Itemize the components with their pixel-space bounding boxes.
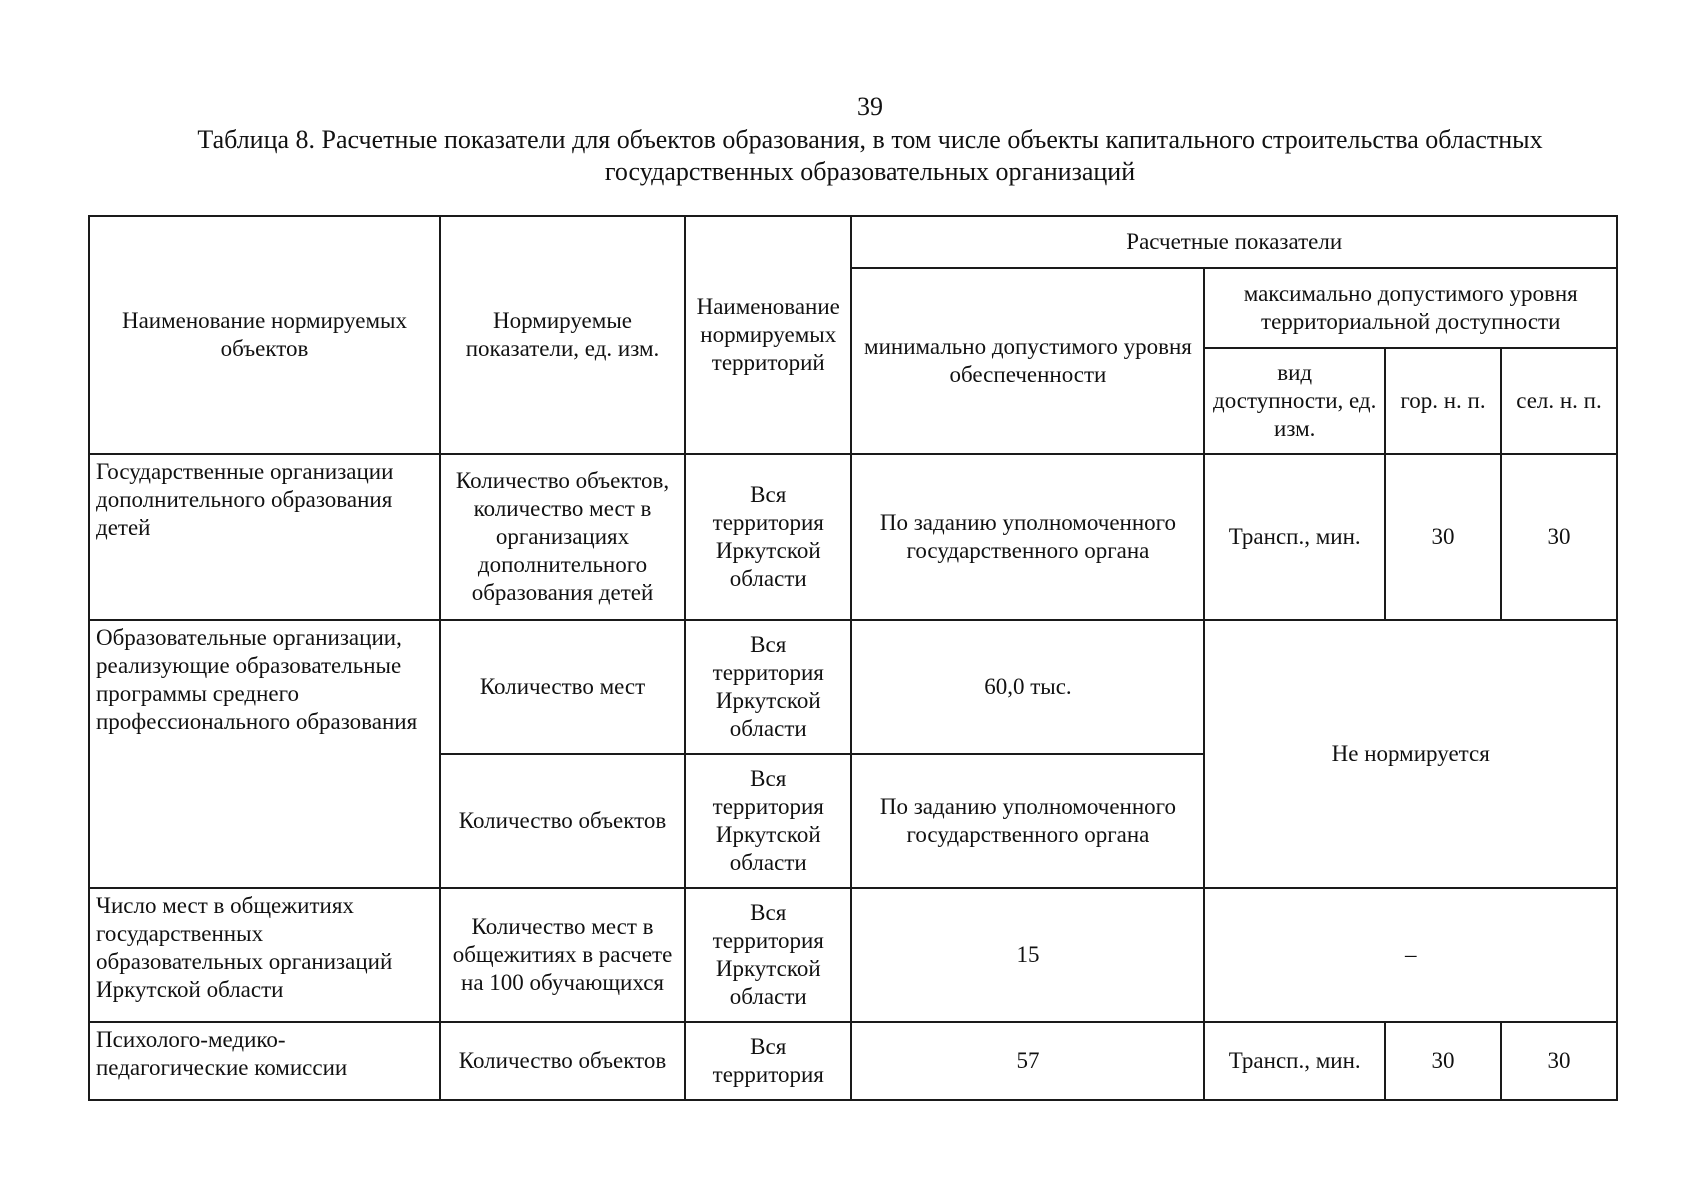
- cell-urban: 30: [1385, 1022, 1501, 1100]
- cell-indicator: Количество объектов, количество мест в организациях дополнительного образования детей: [440, 454, 685, 620]
- cell-max-merged: –: [1204, 888, 1617, 1022]
- cell-indicator: Количество мест в общежитиях в расчете на 100 обучающихся: [440, 888, 685, 1022]
- cell-min: По заданию уполномоченного государственного органа: [851, 754, 1204, 888]
- cell-rural: 30: [1501, 1022, 1617, 1100]
- header-min-level: минимально допустимого уровня обеспеченности: [851, 268, 1204, 454]
- cell-min: 60,0 тыс.: [851, 620, 1204, 754]
- header-indicators: Нормируемые показатели, ед. изм.: [440, 216, 685, 454]
- cell-access: Трансп., мин.: [1204, 1022, 1385, 1100]
- table-row: [89, 888, 1617, 1022]
- cell-indicator: Количество объектов: [440, 1022, 685, 1100]
- cell-object: Государственные организации дополнительного образования детей: [89, 454, 440, 620]
- caption-line-1: Таблица 8. Расчетные показатели для объектов образования, в том числе объекты капитального строительства областных: [197, 125, 1543, 154]
- cell-object: Число мест в общежитиях государственных образовательных организаций Иркутской области: [89, 888, 440, 1022]
- cell-min: 15: [851, 888, 1204, 1022]
- cell-object: Психолого-медико-педагогические комиссии: [89, 1022, 440, 1100]
- cell-territory: Вся территория: [685, 1022, 851, 1100]
- standards-table: [88, 215, 1618, 1101]
- header-territories: Наименование нормируемых территорий: [685, 216, 851, 454]
- cell-rural: 30: [1501, 454, 1617, 620]
- cell-territory: Вся территория Иркутской области: [685, 620, 851, 754]
- cell-territory: Вся территория Иркутской области: [685, 454, 851, 620]
- table-row: [89, 1022, 1617, 1100]
- cell-access: Трансп., мин.: [1204, 454, 1385, 620]
- cell-min: 57: [851, 1022, 1204, 1100]
- cell-urban: 30: [1385, 454, 1501, 620]
- header-rural: сел. н. п.: [1501, 348, 1617, 454]
- table-row: [89, 454, 1617, 620]
- cell-min: По заданию уполномоченного государственного органа: [851, 454, 1204, 620]
- header-calculated: Расчетные показатели: [851, 216, 1617, 268]
- cell-object: Образовательные организации, реализующие образовательные программы среднего профессионального образования: [89, 620, 440, 888]
- table-row: [89, 620, 1617, 754]
- header-max-level: максимально допустимого уровня территориальной доступности: [1204, 268, 1617, 348]
- cell-indicator: Количество мест: [440, 620, 685, 754]
- cell-indicator: Количество объектов: [440, 754, 685, 888]
- cell-territory: Вся территория Иркутской области: [685, 754, 851, 888]
- cell-max-merged: Не нормируется: [1204, 620, 1617, 888]
- caption-line-2: государственных образовательных организаций: [604, 157, 1136, 186]
- header-access-type: вид доступности, ед. изм.: [1204, 348, 1385, 454]
- header-urban: гор. н. п.: [1385, 348, 1501, 454]
- page-number: 39: [857, 92, 883, 121]
- header-objects: Наименование нормируемых объектов: [89, 216, 440, 454]
- cell-territory: Вся территория Иркутской области: [685, 888, 851, 1022]
- table-caption: [120, 124, 1620, 188]
